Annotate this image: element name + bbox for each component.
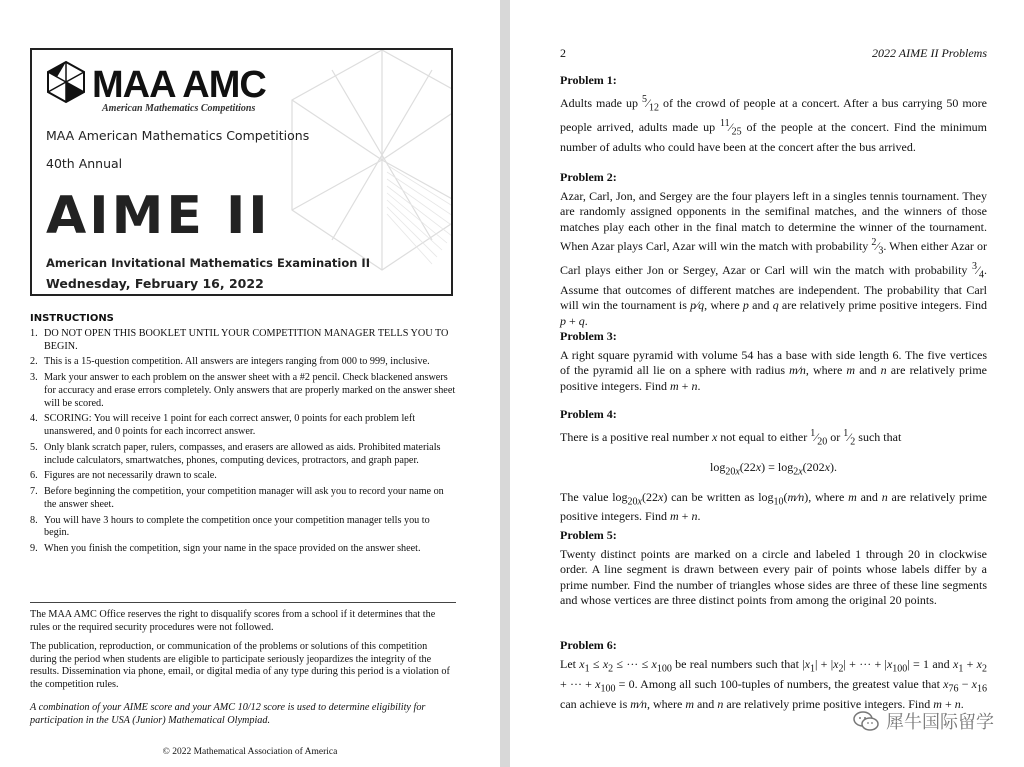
instruction-item: 2. This is a 15-question competition. All answers are integers ranging from 000 to 999, inclusive. bbox=[30, 356, 430, 368]
instructions-list bbox=[30, 328, 456, 559]
left-page bbox=[0, 0, 500, 767]
annual-label: 40th Annual bbox=[46, 156, 123, 171]
disclaimer-publication: The publication, reproduction, or communication of the problems or solutions of this competition during the period when students are eligible to participate seriously jeopardizes the integrity of the results. Dissemination via phone, email, or digital media of any type during this period is a violation of the competition rules. bbox=[30, 641, 450, 690]
cover-box bbox=[30, 48, 453, 296]
exam-date: Wednesday, February 16, 2022 bbox=[46, 276, 264, 291]
disclaimer-eligibility: A combination of your AIME score and your AMC 10/12 score is used to determine eligibility for participation in the USA (Junior) Mathematical Olympiad. bbox=[30, 702, 426, 726]
disclaimer-disqualify: The MAA AMC Office reserves the right to disqualify scores from a school if it determines that the rules or the required security procedures were not followed. bbox=[30, 609, 436, 633]
problem-text: There is a positive real number x not equal to either $^1⁄_{20}$ or $^1⁄_2$ such that bbox=[560, 428, 902, 448]
instruction-item: 3. Mark your answer to each problem on the answer sheet with a #2 pencil. Check blackened answers for accuracy and erase errors completely. Only answers that are properly marked on the answer sheet will be scored. bbox=[30, 372, 456, 409]
problem-1 bbox=[560, 73, 987, 155]
right-page bbox=[510, 0, 1024, 767]
instruction-item: 5. Only blank scratch paper, rulers, compasses, and erasers are allowed as aids. Prohibited materials include calculators, smartwatches, phones, computing devices, protractors, and graph paper. bbox=[30, 441, 441, 466]
problem-heading: Problem 4: bbox=[560, 407, 617, 421]
polyhedron-logo-icon bbox=[44, 60, 88, 104]
equation: $\log_{20x}(22x) = \log_{2x}(202x)$. bbox=[709, 459, 837, 478]
problem-text: The value $\log_{20x}(22x)$ can be written as $\log_{10}(m⁄n)$, where m and n are relatively prime positive integers. Find m + n. bbox=[560, 489, 988, 524]
problem-heading: Problem 5: bbox=[560, 528, 617, 542]
problem-text: Azar, Carl, Jon, and Sergey are the four players left in a singles tennis tournament. They are randomly assigned opponents in the semifinal matches, and the winners of those matches play each other in the final match to determine the winner of the tournament. When Azar plays Carl, Azar will win the match with probability $^2⁄_3$. When either Azar or Carl plays either Jon or Sergey, Azar or Carl will win the match with probability $^3⁄_4$. Assume that outcomes of different matches are independent. The probability that Carl will win the tournament is p⁄q, where p and q are relatively prime positive integers. Find p + q. bbox=[560, 189, 988, 328]
problem-text: Let $x_1 \le x_2$ ≤ ··· ≤ $x_{100}$ be real numbers such that $|x_1| + |x_2|$ + ··· + $|x_{100}| = 1$ and $x_1 + x_2$ + ··· + $x_{100} = 0$. Among all such 100-tuples of numbers, the greatest value that $x_{76} - x_{16}$ can achieve is m⁄n, where m and n are relatively prime positive integers. Find m + n. bbox=[560, 657, 987, 711]
problem-2 bbox=[560, 170, 987, 329]
wechat-icon bbox=[852, 710, 880, 732]
instruction-item: 1. DO NOT OPEN THIS BOOKLET UNTIL YOUR COMPETITION MANAGER TELLS YOU TO BEGIN. bbox=[30, 328, 449, 352]
instruction-item: 6. Figures are not necessarily drawn to scale. bbox=[30, 470, 217, 482]
maa-amc-logo bbox=[44, 60, 266, 104]
brand-subtitle: American Mathematics Competitions bbox=[102, 103, 256, 114]
exam-title: AIME II bbox=[46, 186, 271, 246]
problem-5 bbox=[560, 528, 987, 609]
problem-4 bbox=[560, 407, 987, 525]
problem-text: Adults made up $^5⁄_{12}$ of the crowd of people at a concert. After a bus carrying 50 more people arrived, adults made up $^{11}⁄_{25}$ of the people at the concert. Find the minimum number of adults who could have been at the concert after the bus arrived. bbox=[560, 94, 988, 154]
problem-3 bbox=[560, 329, 987, 394]
divider bbox=[30, 602, 456, 603]
watermark bbox=[852, 708, 994, 734]
copyright-footer: © 2022 Mathematical Association of America bbox=[162, 747, 338, 757]
problem-heading: Problem 1: bbox=[560, 73, 617, 87]
problem-text: A right square pyramid with volume 54 has a base with side length 6. The five vertices of the pyramid all lie on a sphere with radius m⁄n, where m and n are relatively prime positive integers. Find m + n. bbox=[560, 348, 987, 393]
instruction-item: 9. When you finish the competition, sign your name in the space provided on the answer sheet. bbox=[30, 543, 421, 555]
problem-text: Twenty distinct points are marked on a circle and labeled 1 through 20 in clockwise order. A line segment is drawn between every pair of points whose labels differ by a prime number. Find the number of triangles whose sides are three of these line segments and whose vertices are three distinct points from among the original 20 points. bbox=[560, 547, 987, 608]
instructions-heading: INSTRUCTIONS bbox=[30, 313, 114, 324]
instruction-item: 4. SCORING: You will receive 1 point for each correct answer, 0 points for each problem left unanswered, and 0 points for each incorrect answer. bbox=[30, 413, 416, 438]
running-title: 2022 AIME II Problems bbox=[872, 46, 987, 60]
problem-6 bbox=[560, 638, 987, 712]
organization-name: MAA American Mathematics Competitions bbox=[46, 128, 310, 143]
instruction-item: 8. You will have 3 hours to complete the competition once your competition manager tells you to begin. bbox=[30, 514, 430, 539]
page-number: 2 bbox=[560, 46, 566, 60]
brand-name: MAA AMC bbox=[92, 64, 266, 106]
problem-heading: Problem 3: bbox=[560, 329, 617, 343]
instruction-item: 7. Before beginning the competition, your competition manager will ask you to record your name on the answer sheet. bbox=[30, 486, 444, 510]
exam-full-name: American Invitational Mathematics Examination II bbox=[46, 256, 370, 270]
watermark-text: 犀牛国际留学 bbox=[886, 712, 994, 733]
problem-heading: Problem 2: bbox=[560, 170, 617, 184]
problem-heading: Problem 6: bbox=[560, 638, 617, 652]
